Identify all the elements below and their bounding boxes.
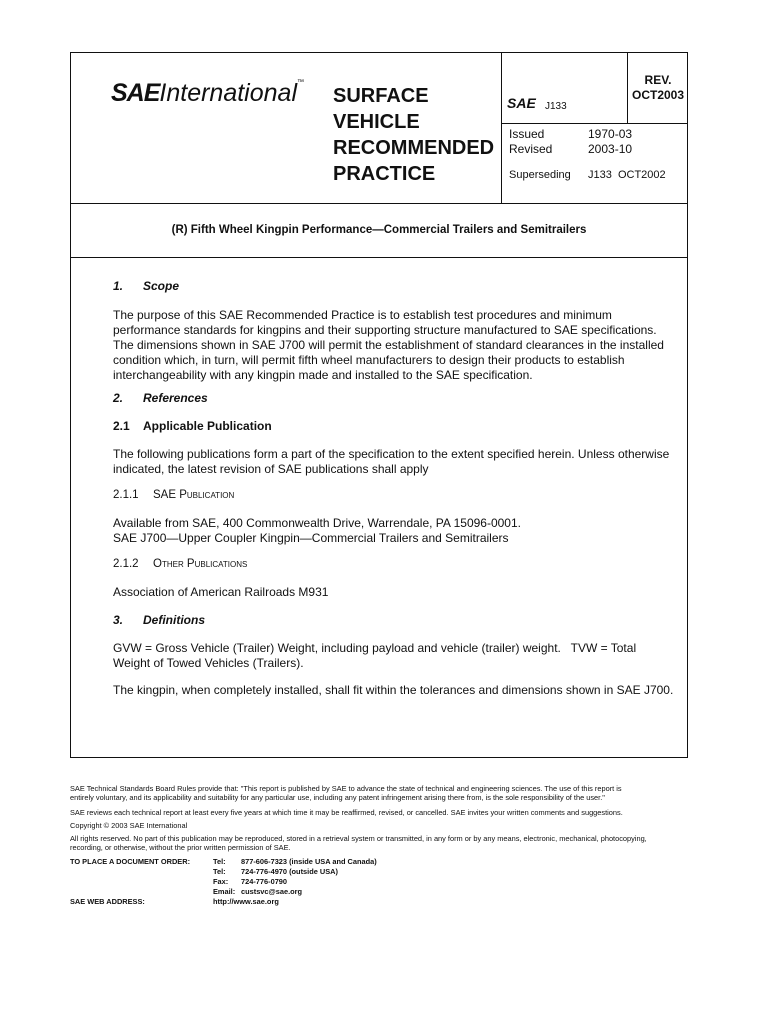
footer-rights (70, 834, 647, 852)
paragraph-line: performance standards for kingpins and their supporting structure manufactured to SAE specifications. (113, 323, 657, 337)
rev-value: OCT2003 (631, 88, 685, 102)
issued-value: 1970-03 (588, 127, 633, 141)
contact-label: Tel: (213, 867, 226, 876)
web-address-link[interactable]: http://www.sae.org (213, 897, 279, 906)
logo-trademark: ™ (297, 79, 305, 86)
category-line: RECOMMENDED (333, 137, 495, 159)
footer-line: All rights reserved. No part of this publication may be reproduced, stored in a retrieval system or transmitted, in any form or by any means, electronic, mechanical, photocopying, (70, 834, 647, 843)
paragraph-line: SAE J700—Upper Coupler Kingpin—Commercial Trailers and Semitrailers (113, 531, 509, 545)
category-line: PRACTICE (333, 163, 436, 185)
contact-label: Fax: (213, 877, 229, 886)
paragraph-line: interchangeability with any kingpin made and installed to the SAE specification. (113, 368, 533, 382)
contact-fax: 724-776-0790 (241, 877, 288, 886)
definitions-paragraph (113, 641, 643, 671)
paragraph-line: The following publications form a part of the specification to the extent specified herein. Unless otherwise (113, 447, 670, 461)
header-bottom-rule (71, 203, 687, 204)
small-logo-text: SAE (507, 95, 536, 111)
footer-line: SAE Technical Standards Board Rules provide that: "This report is published by SAE to advance the state of technical and engineering sciences. The use of this report is (70, 784, 622, 793)
contact-label: Tel: (213, 857, 226, 866)
subsection-number: 2.1 (113, 419, 130, 433)
sae-international-logo (111, 79, 304, 108)
paragraph-line: The dimensions shown in SAE J700 will permit the establishment of standard clearances in the installed (113, 338, 664, 352)
title-bottom-rule (71, 257, 687, 258)
contact-email-link[interactable]: custsvc@sae.org (241, 887, 303, 896)
footer-review: SAE reviews each technical report at least every five years at which time it may be reaffirmed, revised, or cancelled. SAE invites your written comments and suggestions. (70, 808, 623, 817)
web-address-label: SAE WEB ADDRESS: (70, 897, 145, 906)
document-title: (R) Fifth Wheel Kingpin Performance—Commercial Trailers and Semitrailers (171, 224, 587, 236)
header-divider-dates (501, 123, 687, 124)
subsection-heading-applicable-publication: Applicable Publication (143, 419, 272, 433)
contact-phone-domestic[interactable]: 877-606-7323 (inside USA and Canada) (241, 857, 377, 866)
footer-rules (70, 784, 622, 802)
contact-label: Email: (213, 887, 236, 896)
subsubsection-heading-other-publications: Other Publications (153, 558, 248, 570)
other-publications-text: Association of American Railroads M931 (113, 585, 329, 599)
subsubsection-number: 2.1.1 (113, 489, 139, 501)
footer-line: recording, or otherwise, without the prior written permission of SAE. (70, 843, 291, 852)
paragraph-line: The purpose of this SAE Recommended Practice is to establish test procedures and minimum (113, 308, 612, 322)
paragraph-line: indicated, the latest revision of SAE publications shall apply (113, 462, 429, 476)
rev-label: REV. (644, 73, 672, 87)
footer-copyright: Copyright © 2003 SAE International (70, 821, 188, 830)
subsubsection-number: 2.1.2 (113, 558, 139, 570)
revised-label: Revised (509, 142, 553, 156)
superseding-value: J133 OCT2002 (588, 169, 666, 181)
doc-number: J133 (545, 101, 567, 112)
superseding-label: Superseding (509, 169, 571, 181)
section-heading-scope: Scope (143, 279, 180, 293)
paragraph-line: Weight of Towed Vehicles (Trailers). (113, 656, 304, 670)
section-heading-references: References (143, 391, 208, 405)
revised-value: 2003-10 (588, 142, 633, 156)
category-line: VEHICLE (333, 111, 420, 133)
logo-sae-text: SAE (111, 79, 160, 107)
section-number: 3. (113, 613, 124, 627)
scope-paragraph (113, 308, 664, 383)
paragraph-line: condition which, in turn, will permit fifth wheel manufacturers to design their products to establish (113, 353, 625, 367)
section-heading-definitions: Definitions (143, 613, 205, 627)
paragraph-line: Available from SAE, 400 Commonwealth Drive, Warrendale, PA 15096-0001. (113, 516, 521, 530)
logo-international-text: International (159, 79, 298, 107)
small-sae-logo (507, 95, 536, 113)
paragraph-line: GVW = Gross Vehicle (Trailer) Weight, including payload and vehicle (trailer) weight. TVW = Total (113, 641, 637, 655)
contact-phone-international[interactable]: 724-776-4970 (outside USA) (241, 867, 338, 876)
footer-line: entirely voluntary, and its applicability and suitability for any particular use, including any patent infringement arising there from, is the sole responsibility of the user." (70, 793, 605, 802)
section-number: 1. (113, 279, 124, 293)
applicable-publication-paragraph (113, 447, 670, 477)
subsubsection-heading-sae-publication: SAE Publication (153, 489, 235, 501)
section-number: 2. (113, 391, 124, 405)
header-divider-left (501, 53, 502, 203)
category-line: SURFACE (333, 85, 429, 107)
kingpin-paragraph: The kingpin, when completely installed, shall fit within the tolerances and dimensions shown in SAE J700. (113, 683, 674, 697)
document-frame (70, 52, 688, 758)
document-category (333, 83, 494, 187)
order-label: TO PLACE A DOCUMENT ORDER: (70, 857, 191, 866)
sae-publication-paragraph (113, 516, 643, 546)
issued-label: Issued (509, 127, 545, 141)
